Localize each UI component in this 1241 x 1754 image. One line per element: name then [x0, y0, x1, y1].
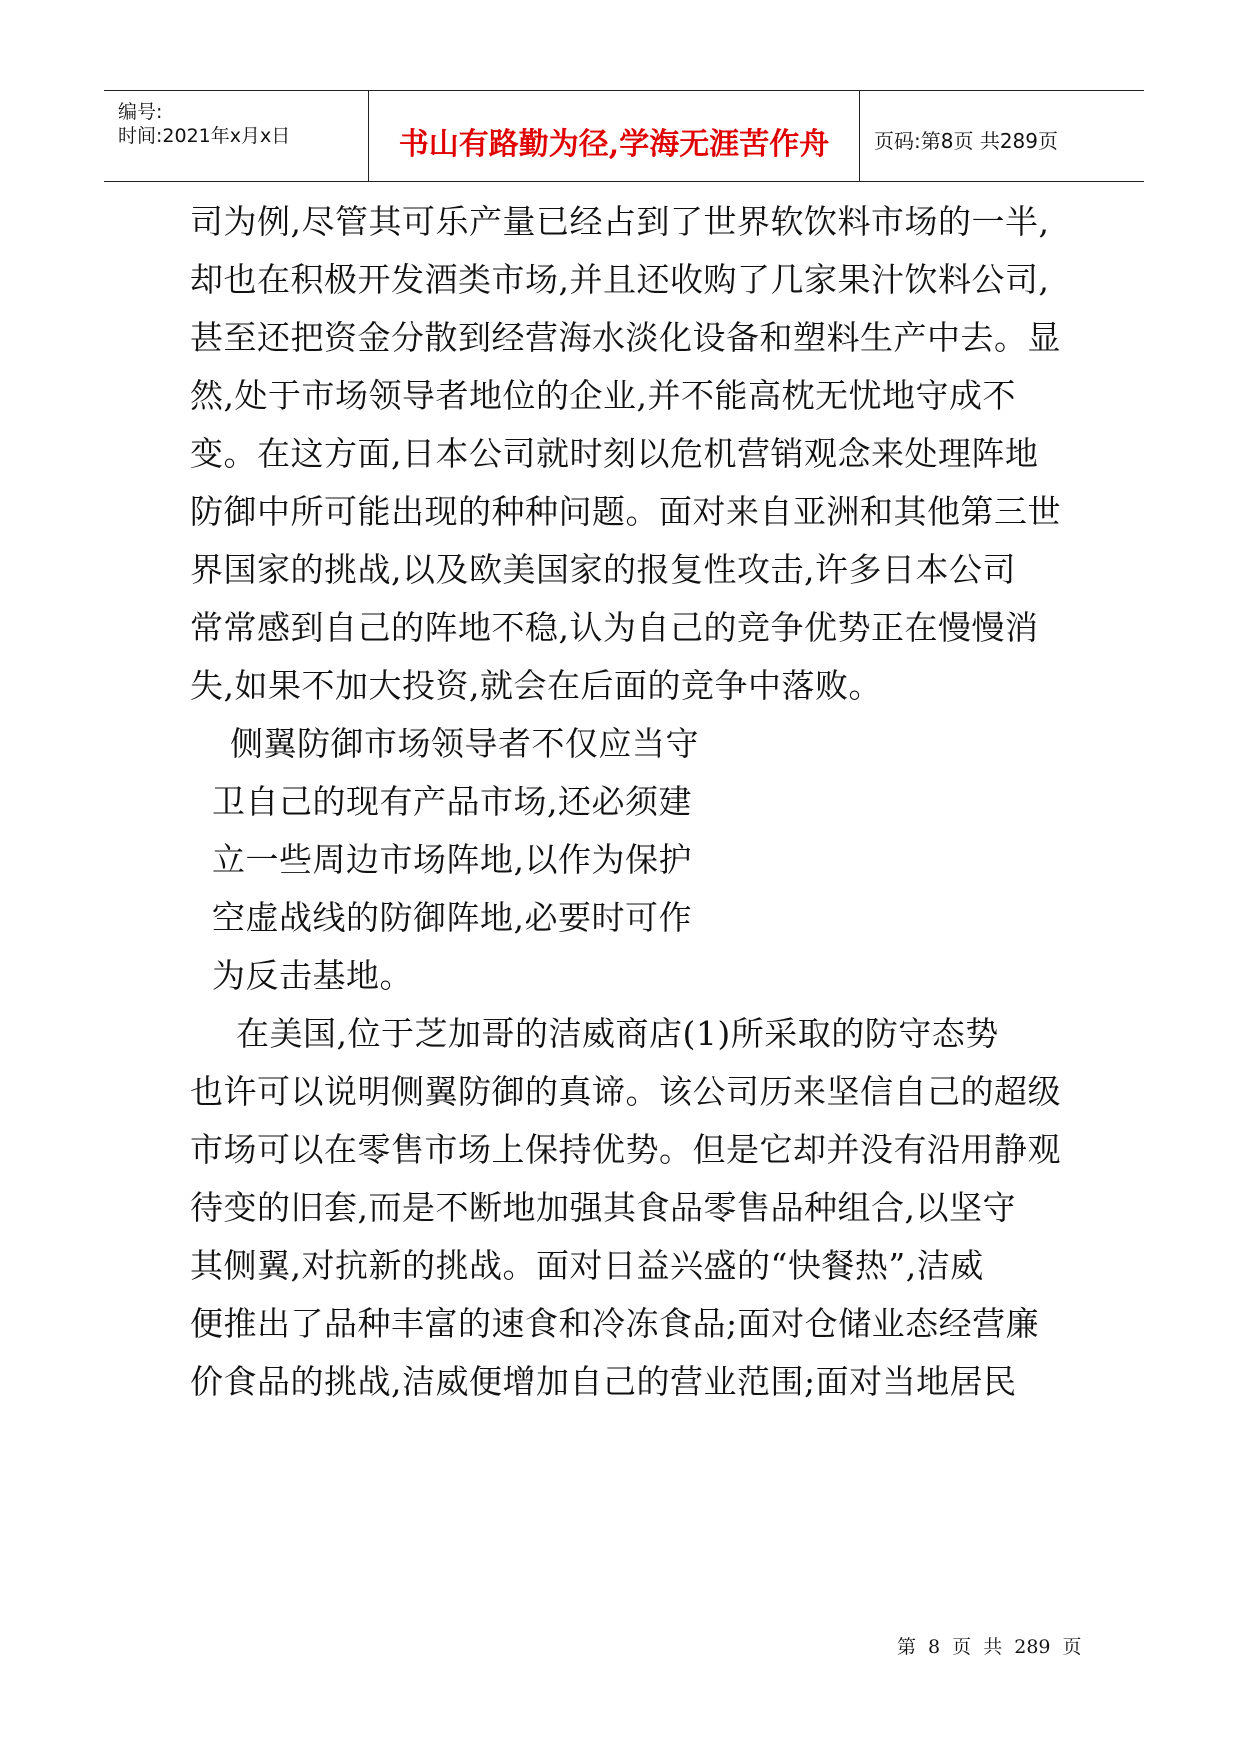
body-line: 卫自己的现有产品市场,还必须建	[212, 782, 692, 821]
document-number-label: 编号:	[118, 101, 163, 123]
header-motto-cell	[368, 91, 860, 181]
body-line: 界国家的挑战,以及欧美国家的报复性攻击,许多日本公司	[190, 550, 1016, 589]
body-line: 防御中所可能出现的种种问题。面对来自亚洲和其他第三世	[190, 492, 1061, 531]
document-time-label: 时间:2021年x月x日	[118, 125, 291, 147]
body-line: 为反击基地。	[212, 956, 413, 995]
body-line: 立一些周边市场阵地,以作为保护	[212, 840, 692, 879]
body-line: 价食品的挑战,洁威便增加自己的营业范围;面对当地居民	[190, 1362, 1017, 1401]
page-header	[104, 90, 1144, 182]
body-line: 司为例,尽管其可乐产量已经占到了世界软饮料市场的一半,	[190, 202, 1050, 241]
page-footer: 第 8 页 共 289 页	[897, 1636, 1082, 1658]
body-line: 甚至还把资金分散到经营海水淡化设备和塑料生产中去。显	[190, 318, 1061, 357]
body-line: 市场可以在零售市场上保持优势。但是它却并没有沿用静观	[190, 1130, 1061, 1169]
body-line: 空虚战线的防御阵地,必要时可作	[212, 898, 692, 937]
body-line: 也许可以说明侧翼防御的真谛。该公司历来坚信自己的超级	[190, 1072, 1061, 1111]
body-line: 便推出了品种丰富的速食和冷冻食品;面对仓储业态经营廉	[190, 1304, 1040, 1343]
body-line: 其侧翼,对抗新的挑战。面对日益兴盛的“快餐热”,洁威	[190, 1246, 984, 1285]
header-motto: 书山有路勤为径,学海无涯苦作舟	[398, 127, 830, 162]
header-page-cell	[860, 91, 1144, 181]
body-line: 却也在积极开发酒类市场,并且还收购了几家果汁饮料公司,	[190, 260, 1050, 299]
body-line: 待变的旧套,而是不断地加强其食品零售品种组合,以坚守	[190, 1188, 1016, 1227]
body-line: 常常感到自己的阵地不稳,认为自己的竞争优势正在慢慢消	[190, 608, 1039, 647]
header-page-code: 页码:第8页 共289页	[874, 129, 1058, 153]
body-line: 然,处于市场领导者地位的企业,并不能高枕无忧地守成不	[190, 376, 1016, 415]
body-line-paragraph-start: 在美国,位于芝加哥的洁威商店(1)所采取的防守态势	[236, 1014, 999, 1053]
body-line: 失,如果不加大投资,就会在后面的竞争中落败。	[190, 666, 882, 705]
body-line: 变。在这方面,日本公司就时刻以危机营销观念来处理阵地	[190, 434, 1039, 473]
body-line-section-heading: 侧翼防御市场领导者不仅应当守	[230, 724, 699, 763]
header-meta-cell	[104, 91, 368, 181]
